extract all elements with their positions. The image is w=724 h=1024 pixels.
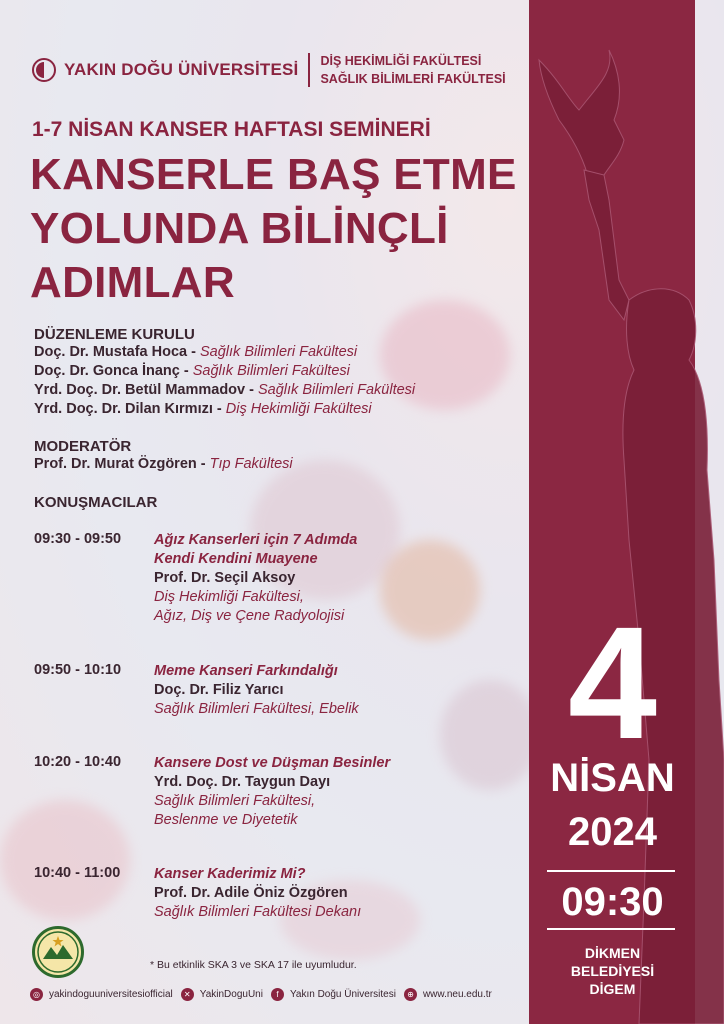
committee-member: Yrd. Doç. Dr. Dilan Kırmızı - Diş Hekimliği Fakültesi [34,401,372,417]
talk-time: 09:30 - 09:50 [34,531,122,547]
moderator-heading: MODERATÖR [34,438,132,455]
talk-time: 10:40 - 11:00 [34,865,121,881]
committee-section [34,326,415,419]
event-title [30,148,517,310]
talk-speaker: Prof. Dr. Seçil Aksoy [154,570,296,586]
talk-affiliation: Diş Hekimliği Fakültesi, [154,589,304,605]
talk-title: Kanser Kaderimiz Mi? [154,866,306,882]
speakers-heading: KONUŞMACILAR [34,494,158,511]
committee-member: Doç. Dr. Gonca İnanç - Sağlık Bilimleri Fakültesi [34,363,350,379]
university-name: YAKIN DOĞU ÜNİVERSİTESİ [64,60,299,79]
title-line: YOLUNDA BİLİNÇLİ [30,204,449,253]
x-icon: ✕ [181,988,194,1001]
moderator-section [34,438,293,474]
event-venue: DİKMEN BELEDİYESİ DİGEM [570,945,655,997]
instagram-handle[interactable]: yakindoguuniversitesiofficial [49,989,173,1000]
event-day: 4 [568,593,657,772]
background-cell [0,800,130,920]
faculty-health: SAĞLIK BİLİMLERİ FAKÜLTESİ [320,72,506,86]
talk-affiliation: Ağız, Diş ve Çene Radyolojisi [154,608,345,624]
dikmen-municipality-seal [32,926,84,978]
seal-icon [35,929,81,975]
event-year: 2024 [568,810,657,854]
committee-member: Yrd. Doç. Dr. Betül Mammadov - Sağlık Bilimleri Fakültesi [34,382,416,398]
faculties [320,52,505,88]
talk-title: Kendi Kendini Muayene [154,551,318,567]
globe-icon: ⊕ [404,988,417,1001]
footer-social [30,988,492,1001]
facebook-handle[interactable]: Yakın Doğu Üniversitesi [289,989,396,1000]
event-time: 09:30 [561,880,664,924]
talk-affiliation: Sağlık Bilimleri Fakültesi, [154,793,316,809]
instagram-icon: ◎ [30,988,43,1001]
faculty-dental: DİŞ HEKİMLİĞİ FAKÜLTESİ [320,54,482,68]
x-handle[interactable]: YakinDoguUni [199,989,263,1000]
title-line: KANSERLE BAŞ ETME [30,150,517,199]
event-subtitle: 1-7 NİSAN KANSER HAFTASI SEMİNERİ [32,118,431,141]
talk-speaker: Yrd. Doç. Dr. Taygun Dayı [154,774,331,790]
talk-title: Kansere Dost ve Düşman Besinler [154,755,391,771]
talk-affiliation: Beslenme ve Diyetetik [154,812,298,828]
talk-time: 09:50 - 10:10 [34,662,122,678]
talk-title: Meme Kanseri Farkındalığı [154,663,338,679]
event-month: NİSAN [550,756,675,800]
talk-speaker: Doç. Dr. Filiz Yarıcı [154,682,284,698]
talk-affiliation: Sağlık Bilimleri Fakültesi, Ebelik [154,701,359,717]
university-logo-icon [32,58,56,82]
facebook-icon: f [271,988,284,1001]
talk-speaker: Prof. Dr. Adile Öniz Özgören [154,885,348,901]
website-link[interactable]: www.neu.edu.tr [422,989,492,1000]
talk-affiliation: Sağlık Bilimleri Fakültesi Dekanı [154,904,362,920]
date-divider [547,928,675,930]
committee-heading: DÜZENLEME KURULU [34,326,195,343]
ska-note: * Bu etkinlik SKA 3 ve SKA 17 ile uyumludur. [150,959,357,971]
date-divider [547,870,675,872]
committee-member: Doç. Dr. Mustafa Hoca - Sağlık Bilimleri Fakültesi [34,344,358,360]
header-divider [308,53,310,87]
talk-time: 10:20 - 10:40 [34,754,122,770]
header [32,52,506,88]
moderator-line: Prof. Dr. Murat Özgören - Tıp Fakültesi [34,456,293,472]
title-line: ADIMLAR [30,258,235,307]
talk-title: Ağız Kanserleri için 7 Adımda [154,532,358,548]
